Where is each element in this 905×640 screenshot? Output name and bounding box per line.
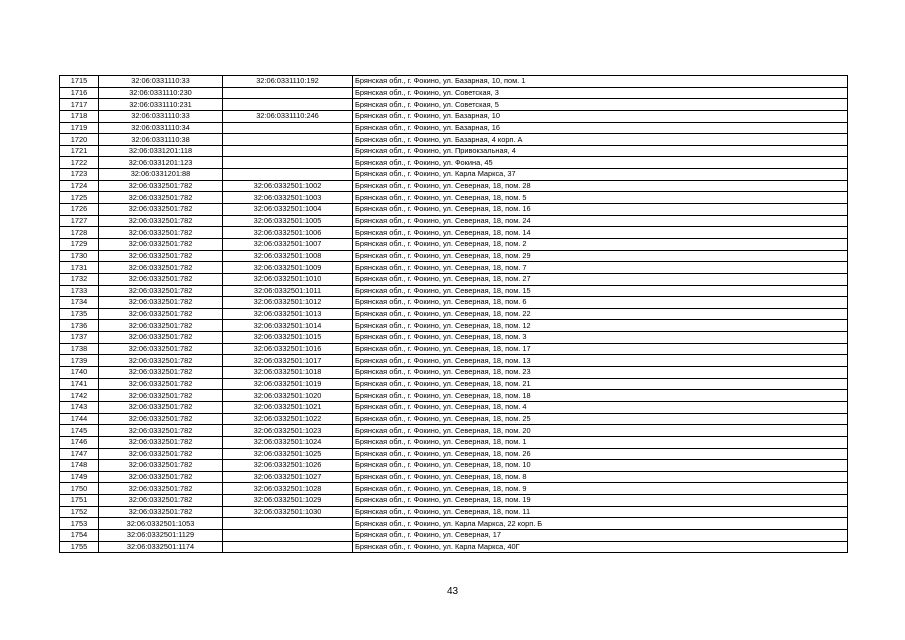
row-number-cell: 1754 <box>60 529 99 541</box>
cadastral-number-cell: 32:06:0332501:782 <box>99 436 223 448</box>
row-number-cell: 1740 <box>60 367 99 379</box>
table-row <box>60 471 848 483</box>
cadastral-number-cell: 32:06:0332501:1174 <box>99 541 223 553</box>
premise-cadastral-number-cell <box>223 122 353 134</box>
table-row <box>60 76 848 88</box>
premise-cadastral-number-cell <box>223 169 353 181</box>
table-row <box>60 285 848 297</box>
row-number-cell: 1725 <box>60 192 99 204</box>
cadastral-number-cell: 32:06:0332501:782 <box>99 367 223 379</box>
address-cell: Брянская обл., г. Фокино, ул. Северная, 18, пом. 7 <box>353 262 848 274</box>
cadastral-number-cell: 32:06:0331110:231 <box>99 99 223 111</box>
row-number-cell: 1755 <box>60 541 99 553</box>
table-row <box>60 122 848 134</box>
address-cell: Брянская обл., г. Фокино, ул. Северная, 18, пом. 24 <box>353 215 848 227</box>
cadastral-number-cell: 32:06:0331110:230 <box>99 87 223 99</box>
row-number-cell: 1726 <box>60 204 99 216</box>
table-row <box>60 332 848 344</box>
cadastral-number-cell: 32:06:0332501:782 <box>99 343 223 355</box>
row-number-cell: 1739 <box>60 355 99 367</box>
premise-cadastral-number-cell: 32:06:0332501:1010 <box>223 273 353 285</box>
row-number-cell: 1738 <box>60 343 99 355</box>
premise-cadastral-number-cell: 32:06:0332501:1011 <box>223 285 353 297</box>
table-row <box>60 367 848 379</box>
premise-cadastral-number-cell: 32:06:0332501:1027 <box>223 471 353 483</box>
cadastral-number-cell: 32:06:0332501:1053 <box>99 518 223 530</box>
cadastral-number-cell: 32:06:0331201:118 <box>99 145 223 157</box>
premise-cadastral-number-cell: 32:06:0332501:1026 <box>223 460 353 472</box>
address-cell: Брянская обл., г. Фокино, ул. Северная, 18, пом. 6 <box>353 297 848 309</box>
premise-cadastral-number-cell <box>223 157 353 169</box>
address-cell: Брянская обл., г. Фокино, ул. Северная, 18, пом. 5 <box>353 192 848 204</box>
row-number-cell: 1723 <box>60 169 99 181</box>
premise-cadastral-number-cell: 32:06:0332501:1028 <box>223 483 353 495</box>
page-number: 43 <box>446 586 459 597</box>
address-cell: Брянская обл., г. Фокино, ул. Северная, 18, пом. 16 <box>353 204 848 216</box>
premise-cadastral-number-cell: 32:06:0332501:1004 <box>223 204 353 216</box>
premise-cadastral-number-cell: 32:06:0332501:1005 <box>223 215 353 227</box>
address-cell: Брянская обл., г. Фокино, ул. Северная, 18, пом. 13 <box>353 355 848 367</box>
cadastral-number-cell: 32:06:0331201:88 <box>99 169 223 181</box>
table-row <box>60 238 848 250</box>
table-row <box>60 425 848 437</box>
address-cell: Брянская обл., г. Фокино, ул. Северная, 18, пом. 21 <box>353 378 848 390</box>
property-register-table <box>59 75 848 553</box>
address-cell: Брянская обл., г. Фокино, ул. Северная, 18, пом. 20 <box>353 425 848 437</box>
address-cell: Брянская обл., г. Фокино, ул. Фокина, 45 <box>353 157 848 169</box>
premise-cadastral-number-cell: 32:06:0332501:1016 <box>223 343 353 355</box>
table-row <box>60 495 848 507</box>
cadastral-number-cell: 32:06:0332501:782 <box>99 506 223 518</box>
table-row <box>60 297 848 309</box>
address-cell: Брянская обл., г. Фокино, ул. Северная, 18, пом. 8 <box>353 471 848 483</box>
premise-cadastral-number-cell: 32:06:0332501:1012 <box>223 297 353 309</box>
table-row <box>60 460 848 472</box>
row-number-cell: 1731 <box>60 262 99 274</box>
premise-cadastral-number-cell <box>223 134 353 146</box>
table-row <box>60 180 848 192</box>
table-row <box>60 192 848 204</box>
cadastral-number-cell: 32:06:0332501:782 <box>99 320 223 332</box>
cadastral-number-cell: 32:06:0332501:782 <box>99 332 223 344</box>
row-number-cell: 1743 <box>60 401 99 413</box>
cadastral-number-cell: 32:06:0332501:782 <box>99 378 223 390</box>
cadastral-number-cell: 32:06:0332501:782 <box>99 285 223 297</box>
address-cell: Брянская обл., г. Фокино, ул. Северная, 18, пом. 28 <box>353 180 848 192</box>
premise-cadastral-number-cell <box>223 87 353 99</box>
row-number-cell: 1717 <box>60 99 99 111</box>
table-row <box>60 448 848 460</box>
table-row <box>60 110 848 122</box>
premise-cadastral-number-cell: 32:06:0332501:1023 <box>223 425 353 437</box>
premise-cadastral-number-cell <box>223 99 353 111</box>
table-row <box>60 413 848 425</box>
cadastral-number-cell: 32:06:0332501:782 <box>99 413 223 425</box>
row-number-cell: 1718 <box>60 110 99 122</box>
premise-cadastral-number-cell: 32:06:0332501:1007 <box>223 238 353 250</box>
table-row <box>60 529 848 541</box>
address-cell: Брянская обл., г. Фокино, ул. Северная, 18, пом. 29 <box>353 250 848 262</box>
row-number-cell: 1724 <box>60 180 99 192</box>
row-number-cell: 1720 <box>60 134 99 146</box>
premise-cadastral-number-cell: 32:06:0332501:1029 <box>223 495 353 507</box>
table-row <box>60 169 848 181</box>
table-row <box>60 227 848 239</box>
row-number-cell: 1722 <box>60 157 99 169</box>
premise-cadastral-number-cell: 32:06:0332501:1013 <box>223 308 353 320</box>
cadastral-number-cell: 32:06:0332501:782 <box>99 297 223 309</box>
cadastral-number-cell: 32:06:0332501:782 <box>99 204 223 216</box>
premise-cadastral-number-cell: 32:06:0332501:1024 <box>223 436 353 448</box>
row-number-cell: 1736 <box>60 320 99 332</box>
address-cell: Брянская обл., г. Фокино, ул. Северная, 18, пом. 25 <box>353 413 848 425</box>
address-cell: Брянская обл., г. Фокино, ул. Северная, 18, пом. 23 <box>353 367 848 379</box>
table-row <box>60 157 848 169</box>
table-row <box>60 273 848 285</box>
cadastral-number-cell: 32:06:0332501:782 <box>99 355 223 367</box>
cadastral-number-cell: 32:06:0331110:33 <box>99 110 223 122</box>
cadastral-number-cell: 32:06:0331110:38 <box>99 134 223 146</box>
premise-cadastral-number-cell: 32:06:0332501:1008 <box>223 250 353 262</box>
address-cell: Брянская обл., г. Фокино, ул. Северная, 18, пом. 18 <box>353 390 848 402</box>
table-row <box>60 541 848 553</box>
row-number-cell: 1733 <box>60 285 99 297</box>
row-number-cell: 1744 <box>60 413 99 425</box>
row-number-cell: 1745 <box>60 425 99 437</box>
row-number-cell: 1752 <box>60 506 99 518</box>
table-row <box>60 250 848 262</box>
cadastral-number-cell: 32:06:0332501:782 <box>99 262 223 274</box>
premise-cadastral-number-cell: 32:06:0332501:1019 <box>223 378 353 390</box>
premise-cadastral-number-cell: 32:06:0332501:1015 <box>223 332 353 344</box>
cadastral-number-cell: 32:06:0332501:782 <box>99 495 223 507</box>
row-number-cell: 1732 <box>60 273 99 285</box>
premise-cadastral-number-cell <box>223 541 353 553</box>
row-number-cell: 1721 <box>60 145 99 157</box>
table-row <box>60 262 848 274</box>
table-row <box>60 215 848 227</box>
address-cell: Брянская обл., г. Фокино, ул. Базарная, 16 <box>353 122 848 134</box>
cadastral-number-cell: 32:06:0331110:34 <box>99 122 223 134</box>
address-cell: Брянская обл., г. Фокино, ул. Привокзальная, 4 <box>353 145 848 157</box>
row-number-cell: 1727 <box>60 215 99 227</box>
cadastral-number-cell: 32:06:0331201:123 <box>99 157 223 169</box>
row-number-cell: 1750 <box>60 483 99 495</box>
cadastral-number-cell: 32:06:0332501:782 <box>99 471 223 483</box>
premise-cadastral-number-cell: 32:06:0332501:1030 <box>223 506 353 518</box>
address-cell: Брянская обл., г. Фокино, ул. Северная, 18, пом. 10 <box>353 460 848 472</box>
row-number-cell: 1746 <box>60 436 99 448</box>
table-row <box>60 308 848 320</box>
address-cell: Брянская обл., г. Фокино, ул. Северная, 18, пом. 17 <box>353 343 848 355</box>
table-row <box>60 134 848 146</box>
cadastral-number-cell: 32:06:0332501:782 <box>99 308 223 320</box>
address-cell: Брянская обл., г. Фокино, ул. Советская, 5 <box>353 99 848 111</box>
address-cell: Брянская обл., г. Фокино, ул. Северная, 18, пом. 15 <box>353 285 848 297</box>
table-row <box>60 87 848 99</box>
cadastral-number-cell: 32:06:0332501:782 <box>99 180 223 192</box>
table-body <box>60 76 848 553</box>
row-number-cell: 1749 <box>60 471 99 483</box>
premise-cadastral-number-cell: 32:06:0332501:1009 <box>223 262 353 274</box>
address-cell: Брянская обл., г. Фокино, ул. Северная, 18, пом. 12 <box>353 320 848 332</box>
address-cell: Брянская обл., г. Фокино, ул. Советская, 3 <box>353 87 848 99</box>
table-row <box>60 483 848 495</box>
row-number-cell: 1748 <box>60 460 99 472</box>
premise-cadastral-number-cell: 32:06:0332501:1020 <box>223 390 353 402</box>
premise-cadastral-number-cell: 32:06:0331110:246 <box>223 110 353 122</box>
address-cell: Брянская обл., г. Фокино, ул. Северная, 18, пом. 22 <box>353 308 848 320</box>
table-row <box>60 390 848 402</box>
table-row <box>60 436 848 448</box>
cadastral-number-cell: 32:06:0332501:782 <box>99 215 223 227</box>
premise-cadastral-number-cell: 32:06:0332501:1003 <box>223 192 353 204</box>
address-cell: Брянская обл., г. Фокино, ул. Северная, 18, пом. 11 <box>353 506 848 518</box>
address-cell: Брянская обл., г. Фокино, ул. Северная, 18, пом. 9 <box>353 483 848 495</box>
address-cell: Брянская обл., г. Фокино, ул. Базарная, 10 <box>353 110 848 122</box>
row-number-cell: 1734 <box>60 297 99 309</box>
premise-cadastral-number-cell: 32:06:0332501:1017 <box>223 355 353 367</box>
row-number-cell: 1728 <box>60 227 99 239</box>
table-row <box>60 343 848 355</box>
table-row <box>60 355 848 367</box>
cadastral-number-cell: 32:06:0332501:782 <box>99 250 223 262</box>
premise-cadastral-number-cell <box>223 529 353 541</box>
address-cell: Брянская обл., г. Фокино, ул. Карла Маркса, 22 корп. Б <box>353 518 848 530</box>
row-number-cell: 1730 <box>60 250 99 262</box>
row-number-cell: 1729 <box>60 238 99 250</box>
cadastral-number-cell: 32:06:0332501:782 <box>99 227 223 239</box>
row-number-cell: 1715 <box>60 76 99 88</box>
cadastral-number-cell: 32:06:0332501:1129 <box>99 529 223 541</box>
premise-cadastral-number-cell <box>223 145 353 157</box>
address-cell: Брянская обл., г. Фокино, ул. Базарная, 4 корп. А <box>353 134 848 146</box>
cadastral-number-cell: 32:06:0332501:782 <box>99 448 223 460</box>
premise-cadastral-number-cell: 32:06:0332501:1014 <box>223 320 353 332</box>
row-number-cell: 1719 <box>60 122 99 134</box>
premise-cadastral-number-cell: 32:06:0332501:1002 <box>223 180 353 192</box>
address-cell: Брянская обл., г. Фокино, ул. Северная, 18, пом. 3 <box>353 332 848 344</box>
table-row <box>60 518 848 530</box>
table-row <box>60 320 848 332</box>
address-cell: Брянская обл., г. Фокино, ул. Северная, 18, пом. 19 <box>353 495 848 507</box>
cadastral-number-cell: 32:06:0332501:782 <box>99 390 223 402</box>
table-row <box>60 506 848 518</box>
cadastral-number-cell: 32:06:0331110:33 <box>99 76 223 88</box>
address-cell: Брянская обл., г. Фокино, ул. Северная, 18, пом. 2 <box>353 238 848 250</box>
table-row <box>60 99 848 111</box>
address-cell: Брянская обл., г. Фокино, ул. Карла Маркса, 37 <box>353 169 848 181</box>
address-cell: Брянская обл., г. Фокино, ул. Северная, 18, пом. 4 <box>353 401 848 413</box>
cadastral-number-cell: 32:06:0332501:782 <box>99 425 223 437</box>
premise-cadastral-number-cell: 32:06:0332501:1021 <box>223 401 353 413</box>
address-cell: Брянская обл., г. Фокино, ул. Базарная, 10, пом. 1 <box>353 76 848 88</box>
premise-cadastral-number-cell: 32:06:0331110:192 <box>223 76 353 88</box>
premise-cadastral-number-cell: 32:06:0332501:1025 <box>223 448 353 460</box>
table-row <box>60 145 848 157</box>
cadastral-number-cell: 32:06:0332501:782 <box>99 460 223 472</box>
address-cell: Брянская обл., г. Фокино, ул. Северная, 18, пом. 26 <box>353 448 848 460</box>
row-number-cell: 1747 <box>60 448 99 460</box>
row-number-cell: 1753 <box>60 518 99 530</box>
address-cell: Брянская обл., г. Фокино, ул. Карла Маркса, 40Г <box>353 541 848 553</box>
address-cell: Брянская обл., г. Фокино, ул. Северная, 18, пом. 14 <box>353 227 848 239</box>
row-number-cell: 1751 <box>60 495 99 507</box>
row-number-cell: 1742 <box>60 390 99 402</box>
table-row <box>60 204 848 216</box>
cadastral-number-cell: 32:06:0332501:782 <box>99 401 223 413</box>
row-number-cell: 1741 <box>60 378 99 390</box>
row-number-cell: 1716 <box>60 87 99 99</box>
address-cell: Брянская обл., г. Фокино, ул. Северная, 18, пом. 27 <box>353 273 848 285</box>
premise-cadastral-number-cell <box>223 518 353 530</box>
table-row <box>60 401 848 413</box>
cadastral-number-cell: 32:06:0332501:782 <box>99 238 223 250</box>
cadastral-number-cell: 32:06:0332501:782 <box>99 483 223 495</box>
address-cell: Брянская обл., г. Фокино, ул. Северная, 18, пом. 1 <box>353 436 848 448</box>
cadastral-number-cell: 32:06:0332501:782 <box>99 273 223 285</box>
premise-cadastral-number-cell: 32:06:0332501:1006 <box>223 227 353 239</box>
address-cell: Брянская обл., г. Фокино, ул. Северная, 17 <box>353 529 848 541</box>
cadastral-number-cell: 32:06:0332501:782 <box>99 192 223 204</box>
premise-cadastral-number-cell: 32:06:0332501:1022 <box>223 413 353 425</box>
row-number-cell: 1737 <box>60 332 99 344</box>
row-number-cell: 1735 <box>60 308 99 320</box>
table-row <box>60 378 848 390</box>
premise-cadastral-number-cell: 32:06:0332501:1018 <box>223 367 353 379</box>
